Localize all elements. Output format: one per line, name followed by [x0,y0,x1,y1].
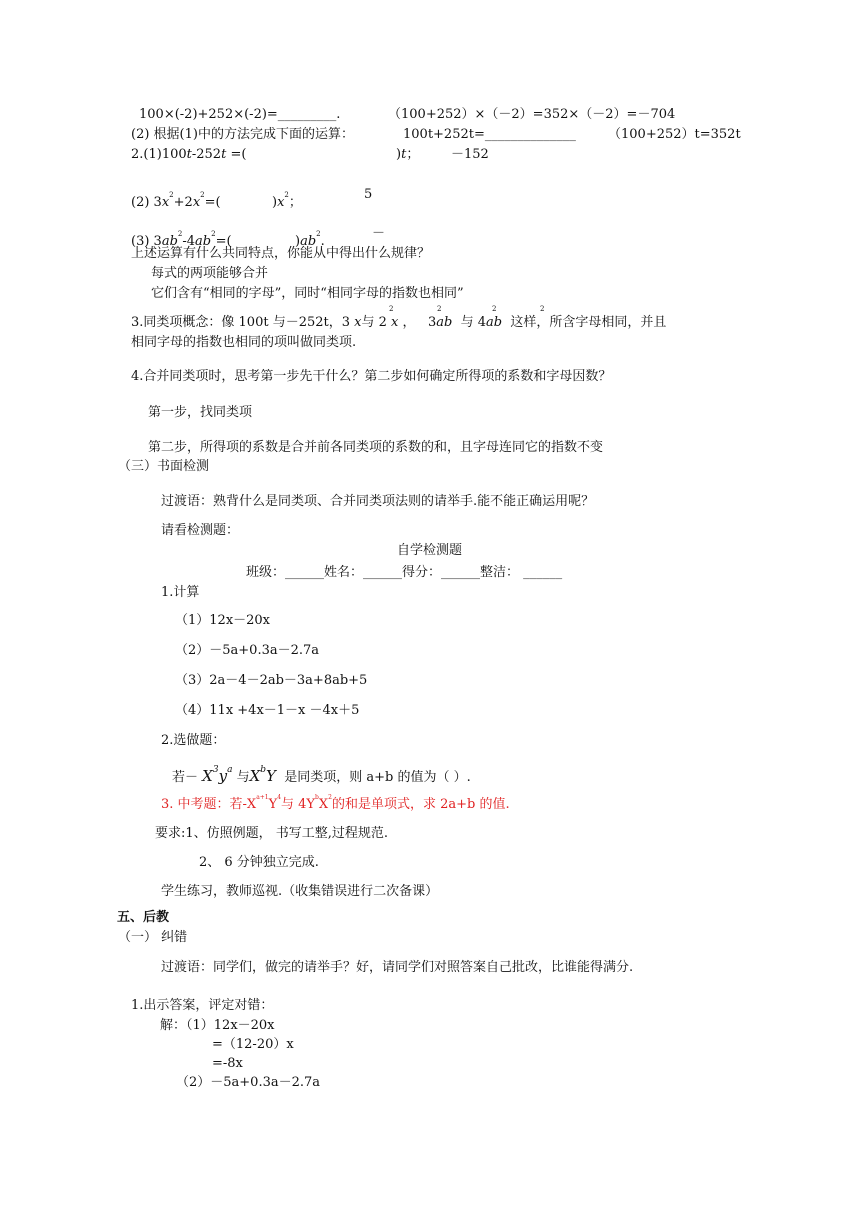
answer-line: 它们含有“相同的字母”，同时“相同字母的指数也相同” [151,286,464,301]
equation-answer: （100+252）t=352t [608,127,741,142]
transition-line: 过渡语：熟背什么是同类项、合并同类项法则的请举手.能不能正确运用呢？ [161,494,595,509]
question-line: 上述运算有什么共同特点，你能从中得出什么规律？ [131,246,431,261]
quiz-item: （2）－5a+0.3a－2.7a [175,643,320,658]
exercise-answer: －152 [451,147,489,162]
text-part: 与 4 [460,315,486,330]
text-part: 3. 中考题：若-X [161,797,257,812]
text-part: 若－ [172,770,199,785]
quiz-title: 自学检测题 [397,543,463,558]
text-part: . [320,234,325,249]
text-part: 是同类项，则 a+b 的值为（ ）. [284,770,471,785]
text-part: 2.(1)100 [131,147,187,162]
requirement-line: 要求:1、仿照例题， 书写工整,过程规范. [155,826,389,841]
text-part: (3) 3 [131,234,162,249]
exercise-line [131,187,221,211]
text-part: +2 [173,195,193,210]
instruction-line: (2) 根据(1)中的方法完成下面的运算： [131,127,354,142]
section-heading: （三）书面检测 [118,459,210,474]
answer-line: 每式的两项能够合并 [151,266,269,281]
solution-line: （2）－5a+0.3a－2.7a [176,1075,321,1090]
text-part: ) [272,195,278,210]
exercise-line-end [396,147,419,163]
text-part: 3 [427,315,437,330]
exponent: 2 [284,191,289,199]
variable-x: x [391,315,399,330]
text-part: 与 4Y [281,797,316,812]
text-part: (2) 3 [131,195,162,210]
instruction-line: 请看检测题： [161,523,240,538]
text-part: 与 2 [361,315,387,330]
solution-line: =（12-20）x [212,1037,294,1052]
exponent: 2 [492,305,497,313]
definition-line [131,315,666,331]
variable-x: x [354,315,362,330]
text-part: -252 [191,147,222,162]
answer-line: 第二步，所得项的系数是合并前各同类项的系数的和，且字母连同它的指数不变 [148,440,604,455]
variable-t: t [221,147,227,162]
variable-y: y [218,767,228,785]
exponent: a+1 [256,794,269,801]
equation-blank: 100t+252t=______________ [403,127,576,142]
text-part: -4 [182,234,196,249]
text-part: =( [215,234,232,249]
quiz-item: （4）11x +4x－1－x －4x＋5 [175,703,360,718]
text-part: ； [288,195,302,210]
section-heading: 五、后教 [117,910,170,925]
text-part: ； [406,147,420,162]
text-part: ， [402,315,416,330]
text-part: 这样，所含字母相同，并且 [510,315,667,330]
text-part: ) [396,147,402,162]
text-part: Y [268,797,278,812]
variable-ab: ab [436,315,453,330]
quiz-section: 1.计算 [161,585,200,600]
quiz-item: （1）12x－20x [175,613,271,628]
variable-Y: Y [266,767,276,785]
variable-x: x [192,195,201,210]
exercise-answer: － [372,226,386,241]
exponent: 2 [328,794,332,801]
exponent: 2 [540,305,545,313]
variable-X: X [249,767,261,785]
quiz-section: 2.选做题： [161,733,226,748]
exam-problem [161,790,510,813]
exercise-answer: 5 [364,187,373,202]
text-part: X [318,797,329,812]
optional-problem [172,760,471,788]
variable-ab: ab [485,315,503,330]
activity-line: 学生练习，教师巡视.（收集错误进行二次备课） [161,884,439,899]
exponent: 2 [177,230,183,238]
solution-line: =-8x [212,1056,243,1071]
variable-ab: ab [195,234,212,249]
variable-t: t [401,147,407,162]
text-part: =( [204,195,221,210]
exponent: 2 [169,191,174,199]
definition-line: 相同字母的指数也相同的项叫做同类项. [131,335,357,350]
subsection-heading: （一） 纠错 [118,930,188,945]
exponent: 2 [200,191,205,199]
equation-line: 100×(-2)+252×(-2)=_________. [139,107,341,122]
variable-X: X [202,767,213,785]
exponent: 3 [212,765,219,775]
exponent: b [315,794,319,801]
question-line: 4.合并同类项时，思考第一步先干什么？第二步如何确定所得项的系数和字母因数？ [131,369,612,384]
variable-ab: ab [161,234,178,249]
variable-ab: ab [300,234,317,249]
exponent: b [260,765,267,775]
variable-x: x [161,195,170,210]
quiz-item: （3）2a－4－2ab－3a+8ab+5 [175,673,368,688]
variable-x: x [277,195,285,210]
exponent: 2 [389,305,394,313]
text-part: 的和是单项式，求 2a+b 的值. [331,797,510,812]
transition-line: 过渡语：同学们，做完的请举手？好，请同学们对照答案自己批改，比谁能得满分. [161,960,634,975]
student-info-line: 班级：______姓名：______得分：______整洁： ______ [246,565,563,580]
text-part: 与 [236,770,250,785]
answer-line: 第一步，找同类项 [148,405,253,420]
step-line: 1.出示答案，评定对错： [131,998,274,1013]
equation-answer: （100+252）×（－2）=352×（－2）=－704 [388,107,676,122]
text-part: 3.同类项概念：像 100t 与－252t，3 [131,315,351,330]
exponent: 2 [437,305,442,313]
exponent: 2 [211,230,216,238]
exponent: 2 [316,230,321,238]
exercise-line-end [272,187,302,211]
text-part: =( [230,147,247,162]
exercise-line [131,147,246,163]
text-part: ) [295,234,301,249]
solution-line: 解：（1）12x－20x [160,1018,275,1033]
variable-t: t [186,147,192,162]
requirement-line: 2、 6 分钟独立完成. [199,855,319,870]
exponent: 4 [277,794,282,801]
exponent: a [227,765,233,775]
